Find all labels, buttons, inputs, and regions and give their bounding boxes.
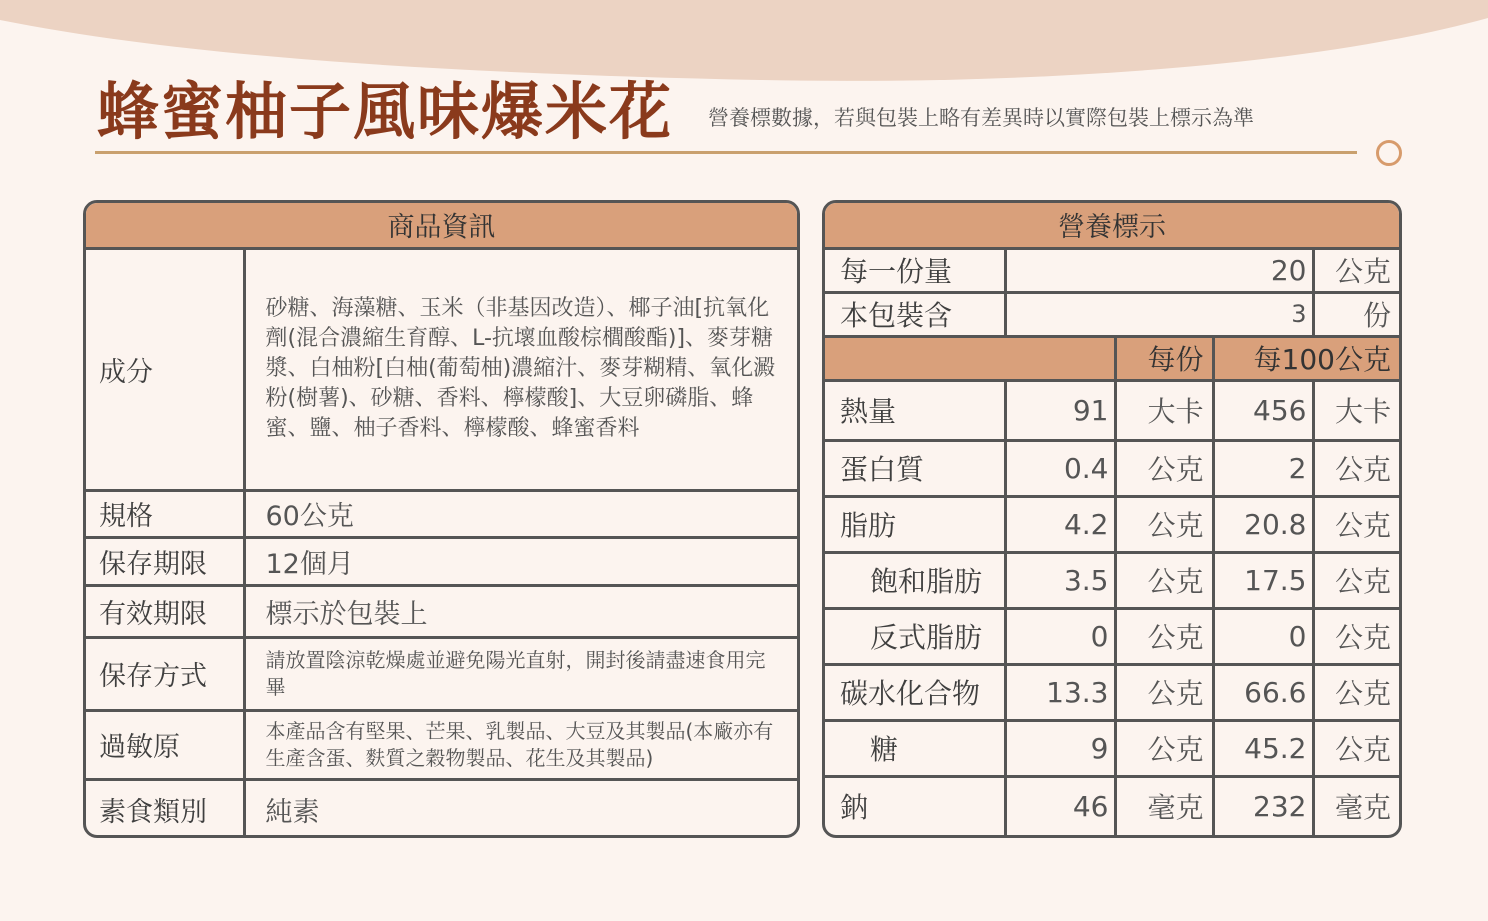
nutrition-panel — [822, 200, 1402, 838]
circle-ornament-icon — [1376, 140, 1402, 166]
row-value: 純素 — [244, 779, 797, 838]
ingredients-value: 砂糖、海藻糖、玉米（非基因改造）、椰子油[抗氧化劑(混合濃縮生育醇、L-抗壞血酸棕櫚酸酯)]、麥芽糖漿、白柚粉[白柚(葡萄柚)濃縮汁、麥芽糊精、氧化澱粉(樹薯)、砂糖、香料、檸檬酸]、大豆卵磷脂、蜂蜜、鹽、柚子香料、檸檬酸、蜂蜜香料 — [244, 248, 797, 490]
page-title: 蜂蜜柚子風味爆米花 — [97, 75, 674, 148]
nutrient-per-100g: 456 — [1213, 380, 1313, 440]
product-info-heading: 商品資訊 — [86, 203, 797, 248]
row-label: 保存期限 — [86, 537, 244, 585]
nutrient-unit: 公克 — [1313, 720, 1399, 776]
table-row — [86, 537, 797, 585]
table-row — [825, 248, 1399, 292]
product-info-table — [86, 203, 797, 838]
title-divider — [95, 151, 1357, 154]
nutrient-per-100g: 20.8 — [1213, 496, 1313, 552]
nutrient-unit: 公克 — [1115, 552, 1213, 608]
row-value: 60公克 — [244, 490, 797, 537]
column-header-per-100g: 每100公克 — [1213, 336, 1399, 380]
table-row — [825, 380, 1399, 440]
nutrient-per-100g: 17.5 — [1213, 552, 1313, 608]
row-value: 標示於包裝上 — [244, 585, 797, 637]
nutrient-unit: 公克 — [1313, 608, 1399, 664]
table-row — [86, 710, 797, 779]
nutrition-table — [825, 203, 1399, 835]
nutrient-per-serving: 0 — [1005, 608, 1115, 664]
row-label: 成分 — [86, 248, 244, 490]
nutrient-name: 鈉 — [825, 776, 1005, 835]
nutrient-name: 飽和脂肪 — [825, 552, 1005, 608]
nutrient-unit: 公克 — [1313, 440, 1399, 496]
nutrient-unit: 毫克 — [1115, 776, 1213, 835]
nutrient-unit: 公克 — [1115, 608, 1213, 664]
table-row — [86, 490, 797, 537]
table-row — [86, 637, 797, 710]
nutrient-unit: 毫克 — [1313, 776, 1399, 835]
nutrient-per-serving: 4.2 — [1005, 496, 1115, 552]
nutrient-unit: 公克 — [1313, 664, 1399, 720]
table-row — [86, 585, 797, 637]
product-info-panel — [83, 200, 800, 838]
nutrient-unit: 公克 — [1115, 496, 1213, 552]
serving-size-unit: 公克 — [1313, 248, 1399, 292]
row-label: 規格 — [86, 490, 244, 537]
row-label: 保存方式 — [86, 637, 244, 710]
column-header-blank — [825, 336, 1115, 380]
page-subtitle: 營養標數據，若與包裝上略有差異時以實際包裝上標示為準 — [708, 106, 1254, 130]
table-row — [825, 664, 1399, 720]
nutrient-per-100g: 232 — [1213, 776, 1313, 835]
nutrient-per-serving: 3.5 — [1005, 552, 1115, 608]
row-label: 有效期限 — [86, 585, 244, 637]
nutrient-per-100g: 0 — [1213, 608, 1313, 664]
nutrient-name: 熱量 — [825, 380, 1005, 440]
table-row — [825, 608, 1399, 664]
nutrient-per-100g: 2 — [1213, 440, 1313, 496]
row-value: 本產品含有堅果、芒果、乳製品、大豆及其製品(本廠亦有生產含蛋、麩質之穀物製品、花生及其製品) — [244, 710, 797, 779]
row-value: 請放置陰涼乾燥處並避免陽光直射，開封後請盡速食用完畢 — [244, 637, 797, 710]
nutrient-per-100g: 66.6 — [1213, 664, 1313, 720]
nutrient-unit: 公克 — [1115, 440, 1213, 496]
nutrient-unit: 公克 — [1313, 496, 1399, 552]
servings-per-pack-value: 3 — [1005, 292, 1313, 336]
table-row — [825, 292, 1399, 336]
nutrient-per-serving: 13.3 — [1005, 664, 1115, 720]
nutrient-unit: 公克 — [1115, 664, 1213, 720]
table-row — [86, 779, 797, 838]
servings-per-pack-unit: 份 — [1313, 292, 1399, 336]
table-row — [825, 440, 1399, 496]
row-value: 12個月 — [244, 537, 797, 585]
nutrient-per-serving: 91 — [1005, 380, 1115, 440]
servings-per-pack-label: 本包裝含 — [825, 292, 1005, 336]
row-label: 過敏原 — [86, 710, 244, 779]
nutrient-unit: 大卡 — [1115, 380, 1213, 440]
nutrient-name: 糖 — [825, 720, 1005, 776]
nutrient-unit: 公克 — [1115, 720, 1213, 776]
row-label: 素食類別 — [86, 779, 244, 838]
table-row — [86, 248, 797, 490]
nutrient-name: 碳水化合物 — [825, 664, 1005, 720]
column-header-per-serving: 每份 — [1115, 336, 1213, 380]
table-row — [825, 720, 1399, 776]
table-row — [825, 776, 1399, 835]
nutrient-name: 脂肪 — [825, 496, 1005, 552]
nutrition-heading: 營養標示 — [825, 203, 1399, 248]
serving-size-label: 每一份量 — [825, 248, 1005, 292]
nutrient-per-100g: 45.2 — [1213, 720, 1313, 776]
nutrient-per-serving: 9 — [1005, 720, 1115, 776]
table-row — [825, 552, 1399, 608]
nutrient-per-serving: 46 — [1005, 776, 1115, 835]
table-row — [825, 496, 1399, 552]
nutrient-unit: 公克 — [1313, 552, 1399, 608]
nutrient-name: 蛋白質 — [825, 440, 1005, 496]
nutrient-name: 反式脂肪 — [825, 608, 1005, 664]
nutrient-unit: 大卡 — [1313, 380, 1399, 440]
nutrient-per-serving: 0.4 — [1005, 440, 1115, 496]
table-row — [825, 336, 1399, 380]
serving-size-value: 20 — [1005, 248, 1313, 292]
